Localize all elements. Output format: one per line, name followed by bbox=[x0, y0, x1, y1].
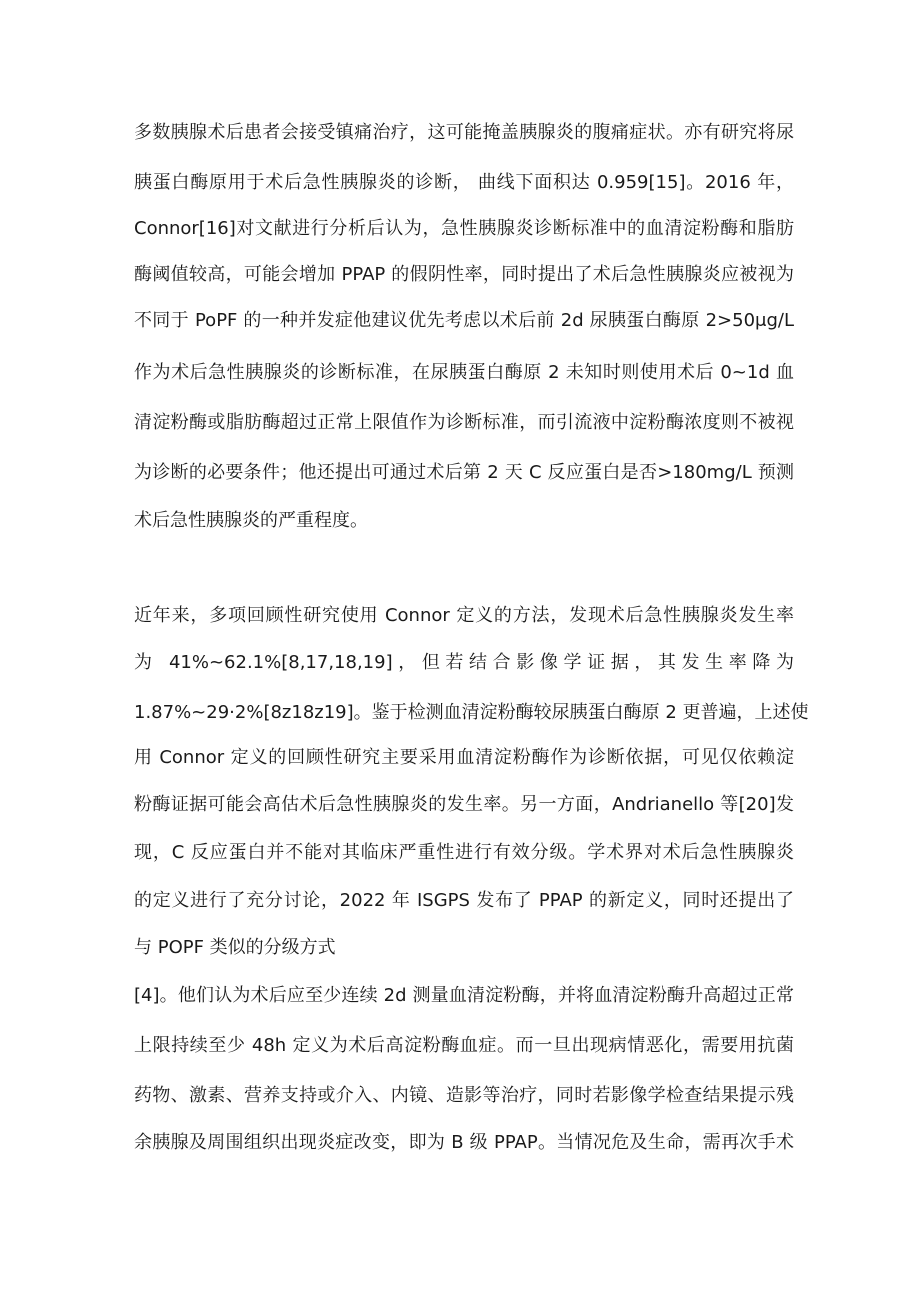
text-line: 现，C 反应蛋白并不能对其临床严重性进行有效分级。学术界对术后急性胰腺炎 bbox=[134, 842, 794, 863]
text-line: Connor[16]对文献进行分析后认为，急性胰腺炎诊断标准中的血清淀粉酶和脂肪 bbox=[134, 218, 794, 239]
text-line: 术后急性胰腺炎的严重程度。 bbox=[134, 510, 368, 531]
text-line: 胰蛋白酶原用于术后急性胰腺炎的诊断， 曲线下面积达 0.959[15]。2016 年， bbox=[134, 172, 794, 193]
text-line: 清淀粉酶或脂肪酶超过正常上限值作为诊断标准，而引流液中淀粉酶浓度则不被视 bbox=[134, 412, 794, 433]
text-line: 不同于 PoPF 的一种并发症他建议优先考虑以术后前 2d 尿胰蛋白酶原 2>50μg∕L bbox=[134, 310, 794, 331]
text-line: 药物、激素、营养支持或介入、内镜、造影等治疗，同时若影像学检查结果提示残 bbox=[134, 1085, 794, 1106]
text-line: 上限持续至少 48h 定义为术后高淀粉酶血症。而一旦出现病情恶化，需要用抗菌 bbox=[134, 1035, 794, 1056]
text-line: 粉酶证据可能会高估术后急性胰腺炎的发生率。另一方面，Andrianello 等[20]发 bbox=[134, 794, 794, 815]
text-line: 为诊断的必要条件；他还提出可通过术后第 2 天 C 反应蛋白是否>180mg/L 预测 bbox=[134, 462, 794, 483]
text-line: 酶阈值较高，可能会增加 PPAP 的假阴性率，同时提出了术后急性胰腺炎应被视为 bbox=[134, 264, 794, 285]
text-line: 用 Connor 定义的回顾性研究主要采用血清淀粉酶作为诊断依据，可见仅依赖淀 bbox=[134, 747, 794, 768]
text-line: 1.87%~29·2%[8z18z19]。鉴于检测血清淀粉酶较尿胰蛋白酶原 2 更普遍，上述使 bbox=[134, 702, 809, 723]
text-line: 与 POPF 类似的分级方式 bbox=[134, 937, 336, 958]
text-line: 余胰腺及周围组织出现炎症改变，即为 B 级 PPAP。当情况危及生命，需再次手术 bbox=[134, 1132, 794, 1153]
text-line: 为 41%~62.1%[8,17,18,19]，但若结合影像学证据，其发生率降为 bbox=[134, 652, 794, 673]
text-line: 作为术后急性胰腺炎的诊断标准，在尿胰蛋白酶原 2 未知时则使用术后 0~1d 血 bbox=[134, 362, 794, 383]
text-line: [4]。他们认为术后应至少连续 2d 测量血清淀粉酶，并将血清淀粉酶升高超过正常 bbox=[134, 985, 794, 1006]
text-line: 近年来，多项回顾性研究使用 Connor 定义的方法，发现术后急性胰腺炎发生率 bbox=[134, 605, 794, 626]
text-line: 的定义进行了充分讨论，2022 年 ISGPS 发布了 PPAP 的新定义，同时还提出了 bbox=[134, 890, 794, 911]
text-line: 多数胰腺术后患者会接受镇痛治疗，这可能掩盖胰腺炎的腹痛症状。亦有研究将尿 bbox=[134, 122, 794, 143]
